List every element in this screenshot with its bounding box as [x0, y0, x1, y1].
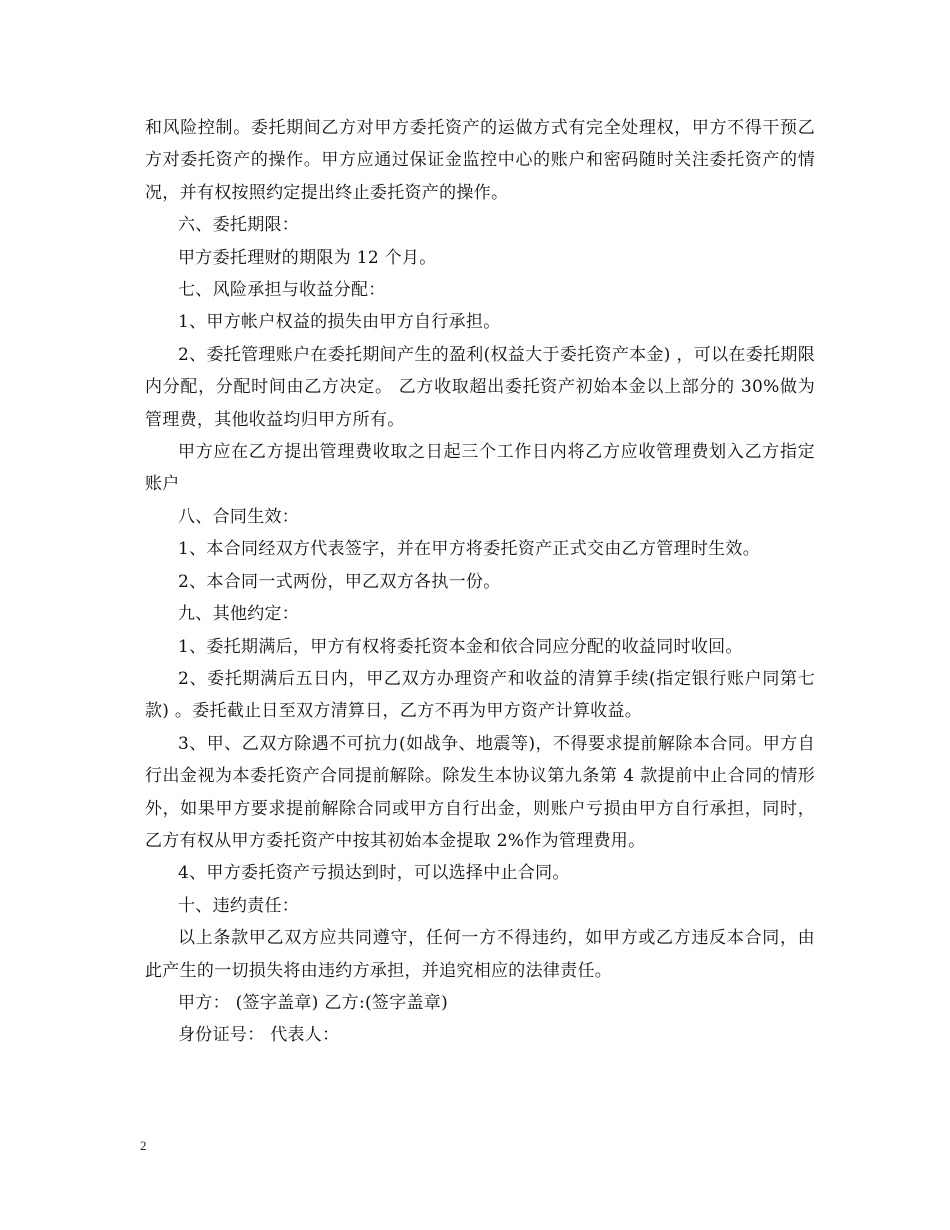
clause-8-1: 1、本合同经双方代表签字，并在甲方将委托资产正式交由乙方管理时生效。 [178, 539, 761, 560]
section-10-heading: 十、违约责任： [178, 895, 300, 916]
clause-9-4: 4、甲方委托资产亏损达到时，可以选择中止合同。 [178, 863, 570, 884]
clause-7-2: 2、委托管理账户在委托期间产生的盈利(权益大于委托资产本金) ，可以在委托期限内分配，分配时间由乙方决定。 乙方收取超出委托资产初始本金以上部分的 30%做为管理费，其他收益均归甲方所有。 [145, 344, 815, 430]
page-number: 2 [140, 1138, 147, 1153]
clause-7-1: 1、甲方帐户权益的损失由甲方自行承担。 [178, 312, 501, 333]
id-representative-line: 身份证号： 代表人： [178, 1025, 340, 1046]
section-7-heading: 七、风险承担与收益分配： [178, 280, 386, 301]
paragraph-intro: 和风险控制。委托期间乙方对甲方委托资产的运做方式有完全处理权，甲方不得干预乙方对委托资产的操作。甲方应通过保证金监控中心的账户和密码随时关注委托资产的情况，并有权按照约定提出终止委托资产的操作。 [145, 118, 815, 203]
clause-9-3: 3、甲、乙双方除遇不可抗力(如战争、地震等)，不得要求提前解除本合同。甲方自行出金视为本委托资产合同提前解除。除发生本协议第九条第 4 款提前中止合同的情形外，如果甲方要求提前解除合同或甲方自行出金，则账户亏损由甲方自行承担，同时，乙方有权从甲方委托资产中按其初始本金提取 2%作为管理费用。 [145, 733, 815, 851]
paragraph-term: 甲方委托理财的期限为 12 个月。 [178, 247, 437, 268]
section-9-heading: 九、其他约定： [178, 604, 300, 625]
clause-7-fee: 甲方应在乙方提出管理费收取之日起三个工作日内将乙方应收管理费划入乙方指定账户 [145, 442, 815, 495]
section-6-heading: 六、委托期限： [178, 215, 300, 236]
clause-8-2: 2、本合同一式两份，甲乙双方各执一份。 [178, 571, 501, 592]
section-8-heading: 八、合同生效： [178, 506, 300, 527]
clause-9-1: 1、委托期满后，甲方有权将委托资本金和依合同应分配的收益同时收回。 [178, 636, 743, 657]
signature-line: 甲方： (签字盖章) 乙方:(签字盖章) [178, 992, 449, 1013]
clause-10-1: 以上条款甲乙双方应共同遵守，任何一方不得违约，如甲方或乙方违反本合同，由此产生的一切损失将由违约方承担，并追究相应的法律责任。 [145, 928, 815, 981]
clause-9-2: 2、委托期满后五日内，甲乙双方办理资产和收益的清算手续(指定银行账户同第七款) 。委托截止日至双方清算日，乙方不再为甲方资产计算收益。 [145, 668, 815, 722]
document-body [145, 112, 815, 1052]
